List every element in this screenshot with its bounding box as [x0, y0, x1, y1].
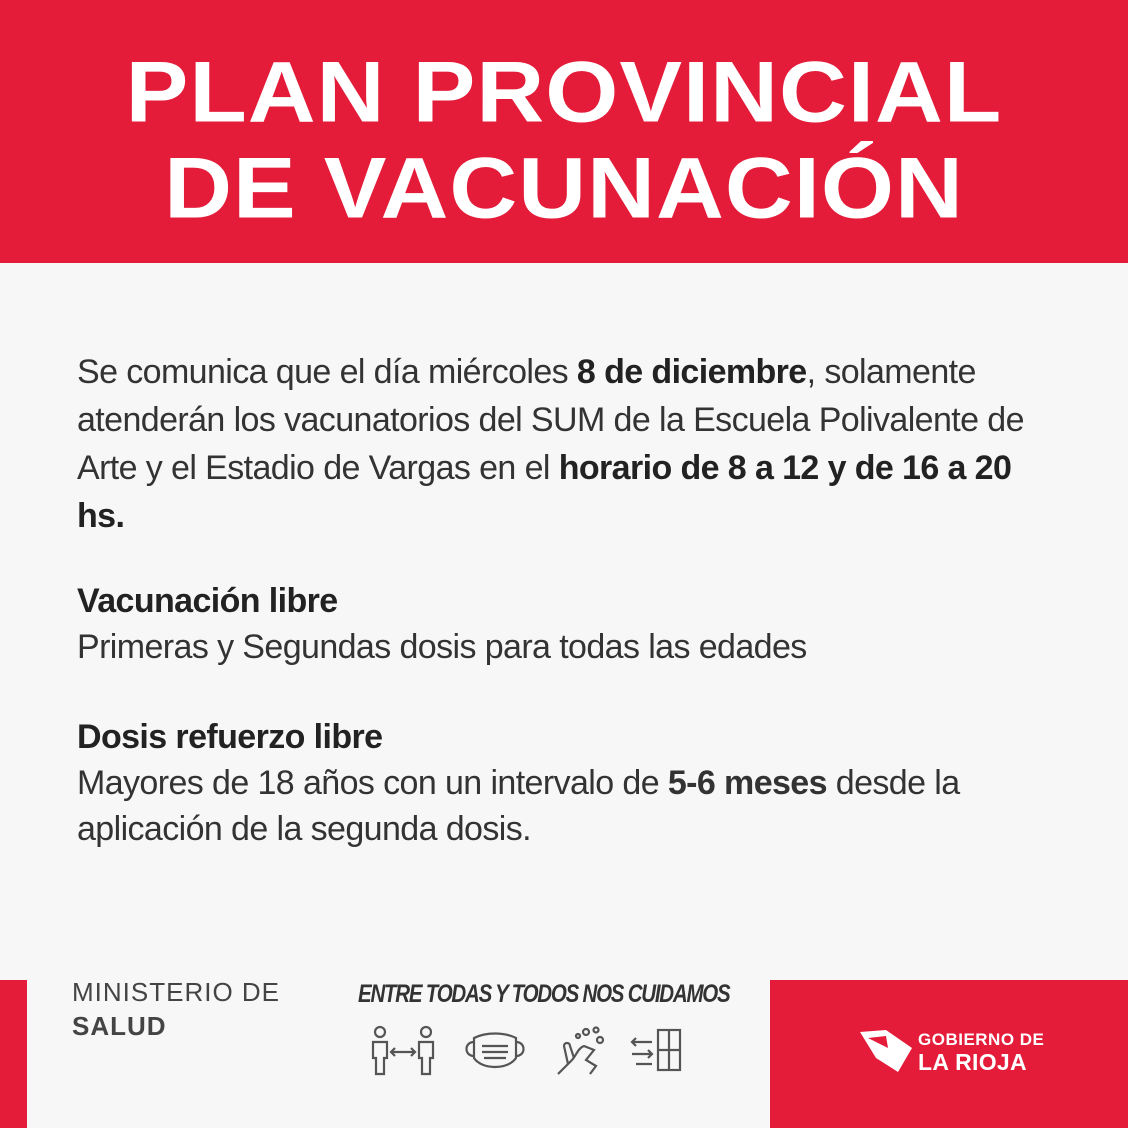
ministry-line2: SALUD	[72, 1011, 167, 1041]
header-banner	[0, 0, 1128, 263]
social-distance-icon	[368, 1024, 438, 1078]
footer-left-accent	[0, 980, 27, 1128]
section-booster	[77, 714, 1067, 852]
gov-line1: GOBIERNO DE	[918, 1030, 1045, 1049]
face-mask-icon	[460, 1024, 530, 1078]
slogan: ENTRE TODAS Y TODOS NOS CUIDAMOS	[358, 980, 730, 1008]
ministry-label	[72, 975, 280, 1043]
government-name	[918, 1030, 1044, 1074]
section-free-vaccination	[77, 578, 1067, 670]
section1-heading: Vacunación libre	[77, 582, 338, 620]
prevention-icons	[364, 1024, 704, 1084]
notice-date: 8 de diciembre	[576, 353, 807, 391]
section2-heading: Dosis refuerzo libre	[77, 718, 383, 756]
notice-text-c: , solamente atenderán los vacunatorios del SUM de la Escuela Polivalente de Arte y el Estadio de Vargas en el	[77, 353, 1024, 487]
notice-paragraph	[77, 348, 1067, 540]
section2-text-c: desde la aplicación de la segunda dosis.	[77, 764, 960, 848]
notice-text-a: Se comunica que el día miércoles	[77, 353, 577, 391]
la-rioja-map-icon	[858, 1028, 914, 1074]
hand-washing-icon	[550, 1024, 610, 1082]
government-logo-block	[770, 980, 1128, 1128]
ministry-line1: MINISTERIO DE	[72, 977, 281, 1007]
ventilation-icon	[628, 1024, 688, 1078]
title-line-2: DE VACUNACIÓN	[164, 139, 964, 236]
section2-interval: 5-6 meses	[667, 764, 827, 802]
title-line-1: PLAN PROVINCIAL	[125, 43, 1003, 140]
notice-schedule: horario de 8 a 12 y de 16 a 20 hs.	[77, 449, 1012, 535]
section2-text-a: Mayores de 18 años con un intervalo de	[77, 764, 668, 802]
section1-text: Primeras y Segundas dosis para todas las edades	[77, 628, 807, 666]
gov-line2: LA RIOJA	[918, 1049, 1027, 1075]
